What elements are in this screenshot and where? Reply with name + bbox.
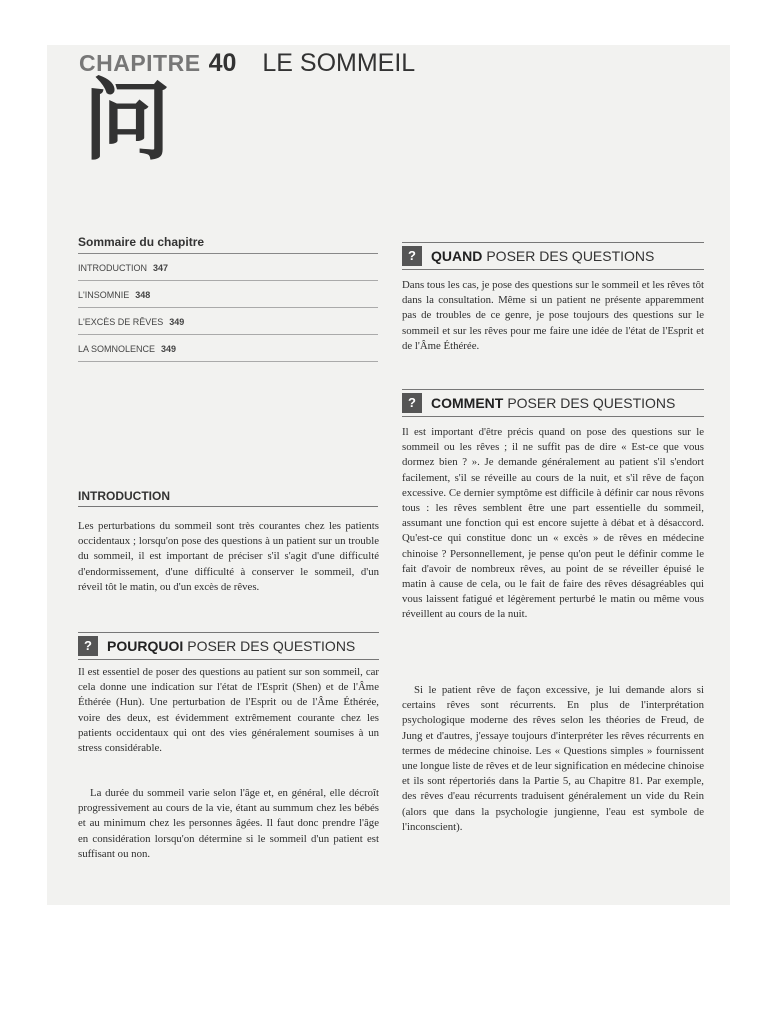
contents-item-page: 349	[161, 344, 177, 354]
contents-item-label: LA SOMNOLENCE	[78, 344, 156, 354]
pourquoi-paragraph-2: La durée du sommeil varie selon l'âge et, en général, elle décroît progressivement au cours de la vie, étant au summum chez les bébés et au minimum chez les personnes âgées. Il faut donc prendre l'âge en considération lorsqu'on détermine si le sommeil d'un patient est suffisant ou non.	[78, 787, 379, 860]
contents-title: Sommaire du chapitre	[78, 235, 378, 254]
comment-paragraph: Il est important d'être précis quand on pose des questions sur le sommeil ou les rêves ; il ne suffit pas de dire « Est-ce que vous dormez bien ? ». Je demande généralement au patient s'il s'endort facilement, s'il se réveille au cours de la nuit, et s'il rêve de façon excessive. Ce dernier symptôme est difficile à définir car nous rêvons tous : les rêves semblent être une part essentielle du sommeil, assumant une fonction qui est encore sujette à débat et à désaccord. Qu'est-ce qui constitue donc un « excès » de rêves en médecine chinoise ? Personnellement, je pense qu'on peut le définir comme le fait d'avoir de nombreux rêves, au point de se réveiller épuisé le matin à cause de cela, ou le fait de faire des rêves désagréables qui vous laissent fatigué et légèrement perturbé le matin ou même vous réveillent au cours de la nuit.	[402, 426, 704, 621]
contents-item-label: L'INSOMNIE	[78, 290, 130, 300]
contents-item-page: 349	[169, 317, 185, 327]
book-page	[47, 45, 730, 905]
question-mark-icon: ?	[402, 246, 422, 266]
introduction-heading: INTRODUCTION	[78, 489, 378, 507]
contents-item[interactable]	[78, 281, 378, 308]
introduction-text: Les perturbations du sommeil sont très courantes chez les patients occidentaux ; lorsqu'on pose des questions à un patient sur un trouble du sommeil, il est important de préciser s'il s'agit d'une difficulté d'endormissement, d'une difficulté à conserver le sommeil, d'un réveil tôt le matin, ou d'un excès de rêves.	[78, 520, 379, 593]
chapter-number: 40	[208, 49, 237, 77]
question-mark-icon: ?	[402, 393, 422, 413]
pourquoi-heading	[78, 632, 379, 660]
chapter-title: LE SOMMEIL	[262, 49, 416, 77]
pourquoi-heading-text: POSER DES QUESTIONS	[187, 638, 356, 654]
contents-item-page: 347	[153, 263, 169, 273]
comment-heading-keyword: COMMENT	[431, 395, 504, 411]
contents-item[interactable]	[78, 254, 378, 281]
contents-item-page: 348	[135, 290, 151, 300]
comment-heading-text: POSER DES QUESTIONS	[507, 395, 676, 411]
contents-item[interactable]	[78, 335, 378, 362]
contents-item-label: L'EXCÈS DE RÊVES	[78, 317, 164, 327]
question-mark-icon: ?	[78, 636, 98, 656]
pourquoi-paragraph: Il est essentiel de poser des questions au patient sur son sommeil, car cela donne une indication sur l'état de l'Esprit (Shen) et de l'Âme Éthérée (Hun). Une perturbation de l'Esprit ou de l'Âme Éthérée, voire des deux, est évidemment extrêmement courante chez les patients occidentaux qui ont des vies généralement soumises à un stress considérable.	[78, 666, 379, 755]
quand-paragraph: Dans tous les cas, je pose des questions sur le sommeil et les rêves tôt dans la consultation. Même si un patient ne présente apparemment pas de troubles de ce genre, je pose toujours des questions sur le sommeil et sur les rêves pour me faire une idée de l'état de l'Esprit et de l'Âme Éthérée.	[402, 279, 704, 352]
quand-heading-text: POSER DES QUESTIONS	[486, 248, 655, 264]
quand-heading-keyword: QUAND	[431, 248, 483, 264]
contents-item[interactable]	[78, 308, 378, 335]
chapter-contents	[78, 235, 378, 362]
comment-paragraph-2: Si le patient rêve de façon excessive, je lui demande alors si certains rêves sont récurrents. En plus de l'interprétation psychologique moderne des rêves selon les théories de Freud, de Jung et d'autres, j'essaye toujours d'interpréter les rêves récurrents en termes de médecine chinoise. Les « Questions simples » fournissent une longue liste de rêves et de leur signification en médecine chinoise et ils sont répertoriés dans la Partie 5, au Chapitre 81. Par exemple, des rêves d'eau récurrents traduisent généralement un vide du Rein (alors que dans la psychologie jungienne, l'eau est symbole de l'inconscient).	[402, 684, 704, 833]
chapter-word: CHAPITRE	[79, 50, 201, 76]
comment-heading	[402, 389, 704, 417]
pourquoi-heading-keyword: POURQUOI	[107, 638, 184, 654]
quand-heading	[402, 242, 704, 270]
chinese-character: 问	[83, 69, 172, 172]
contents-item-label: INTRODUCTION	[78, 263, 147, 273]
